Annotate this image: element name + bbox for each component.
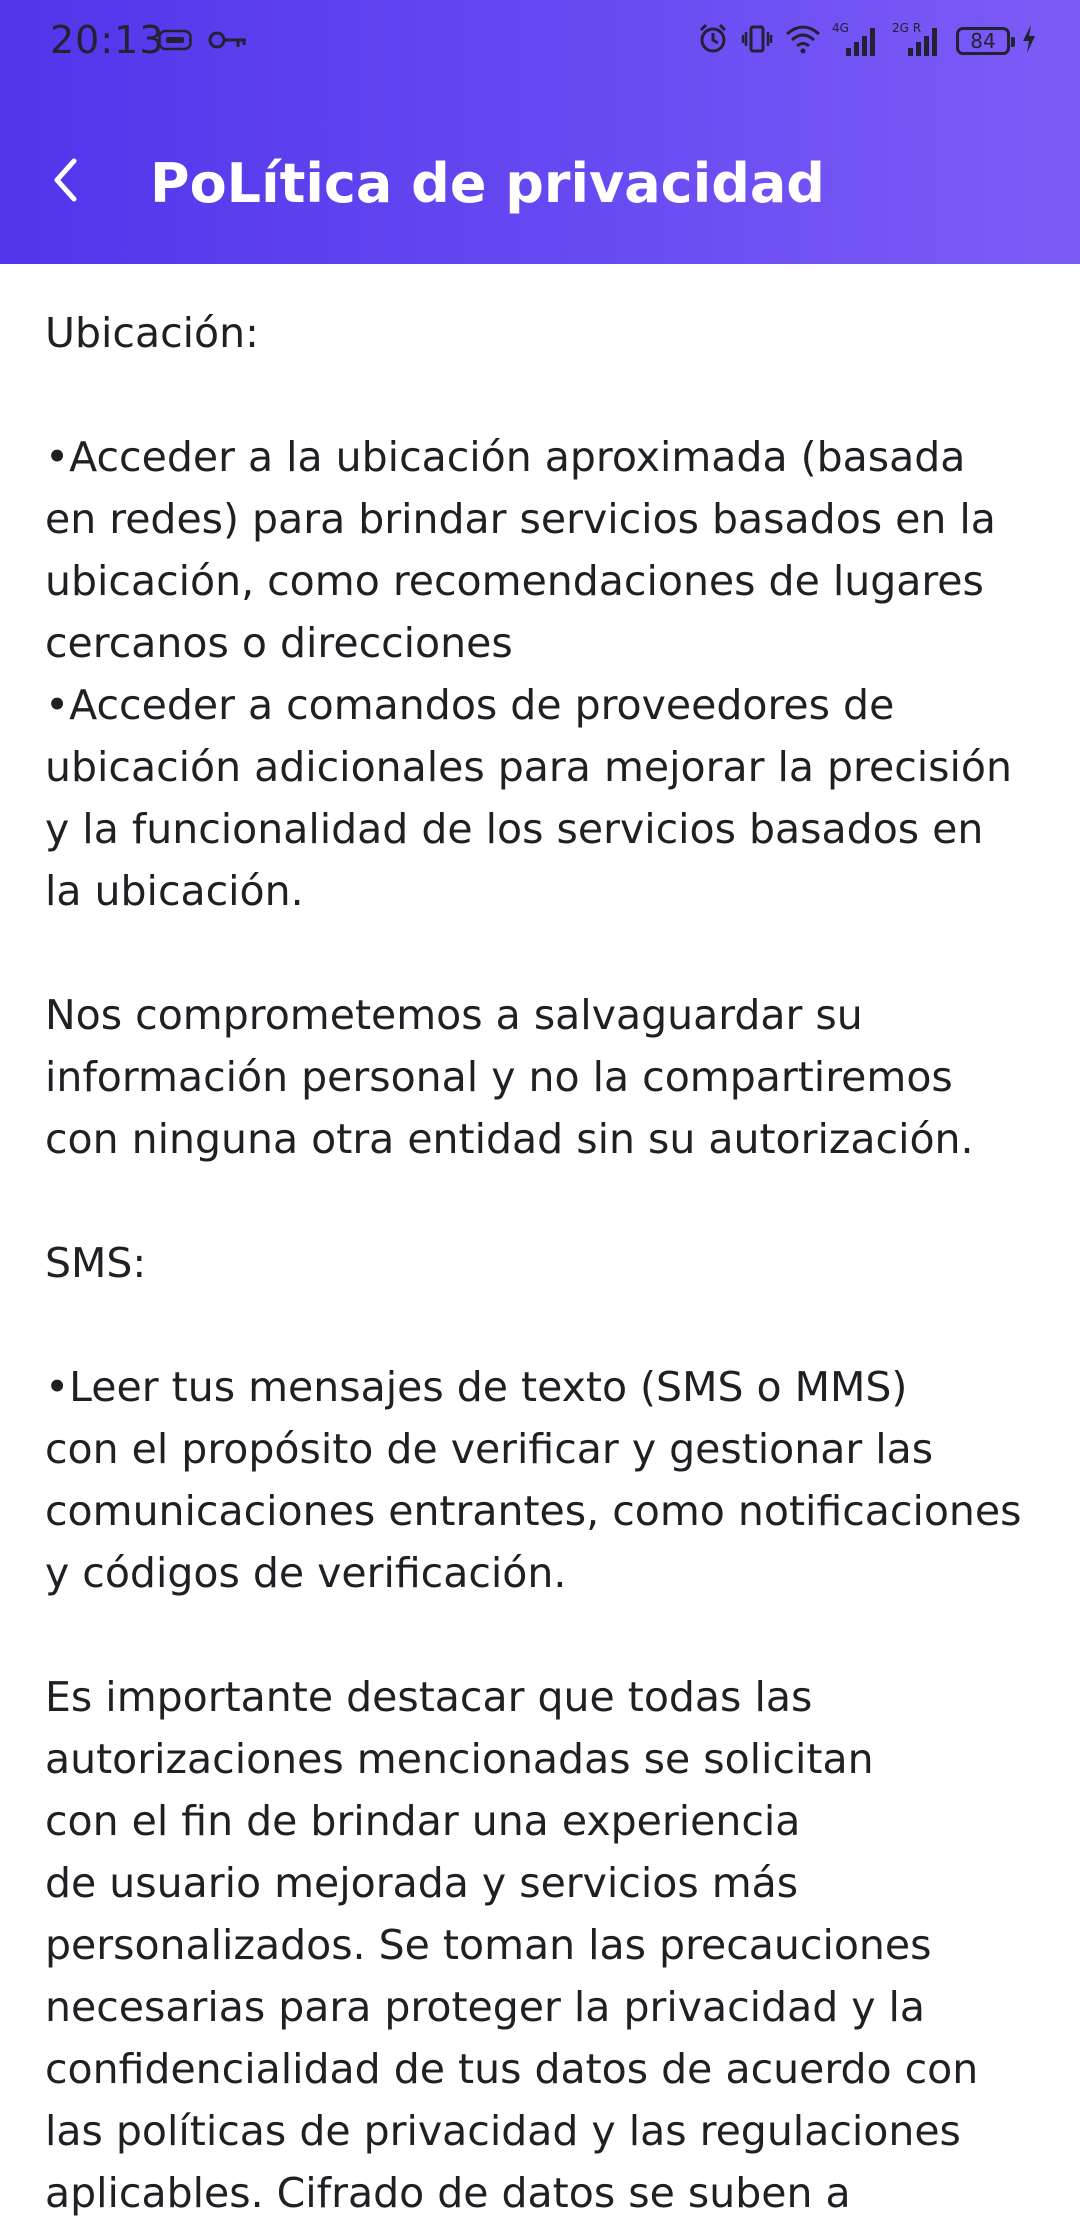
status-right-icons — [696, 20, 1038, 62]
paragraph-location-bullets: •Acceder a la ubicación aproximada (basada en redes) para brindar servicios basados en la ubicación, como recomendaciones de lugares cercanos o direcciones •Acceder a comandos de proveedores de ubicación adicionales para mejorar la precisión y la funcionalidad de los servicios basados en la ubicación. — [45, 433, 1012, 915]
paragraph-authorizations: Es importante destacar que todas las autorizaciones mencionadas se solicitan con el fin de brindar una experiencia de usuario mejorada y servicios más personalizados. Se toman las precauciones necesarias para proteger la privacidad y la confidencialidad de tus datos de acuerdo con las políticas de privacidad y las regulaciones aplicables. Cifrado de datos se suben a — [45, 1673, 979, 2217]
battery-level: 84 — [970, 29, 996, 53]
signal-4g-icon — [832, 20, 882, 62]
paragraph-commitment: Nos comprometemos a salvaguardar su información personal y no la compartiremos con ninguna otra entidad sin su autorización. — [45, 991, 974, 1163]
signal-2g-icon — [892, 20, 946, 62]
svg-text:2G R: 2G R — [892, 21, 922, 35]
alarm-icon — [696, 22, 730, 60]
status-left-icons — [158, 24, 250, 60]
svg-text:4G: 4G — [832, 21, 849, 35]
status-time: 20:13 — [50, 18, 165, 62]
page-title: PoLítica de privacidad — [150, 152, 825, 215]
back-button[interactable] — [30, 144, 102, 216]
battery-icon — [956, 27, 1010, 55]
policy-content[interactable] — [0, 264, 1080, 2240]
app-header — [0, 0, 1080, 264]
hd-icon — [158, 28, 192, 56]
paragraph-location-heading: Ubicación: — [45, 309, 259, 357]
paragraph-sms-bullet: •Leer tus mensajes de texto (SMS o MMS) con el propósito de verificar y gestionar las comunicaciones entrantes, como notificaciones y códigos de verificación. — [45, 1363, 1022, 1597]
chevron-left-icon — [44, 153, 88, 207]
paragraph-sms-heading: SMS: — [45, 1239, 147, 1287]
toolbar — [0, 124, 1080, 254]
status-bar — [0, 0, 1080, 84]
vibrate-icon — [740, 22, 774, 60]
charging-icon — [1020, 23, 1038, 59]
wifi-icon — [784, 23, 822, 59]
key-icon — [208, 28, 250, 56]
